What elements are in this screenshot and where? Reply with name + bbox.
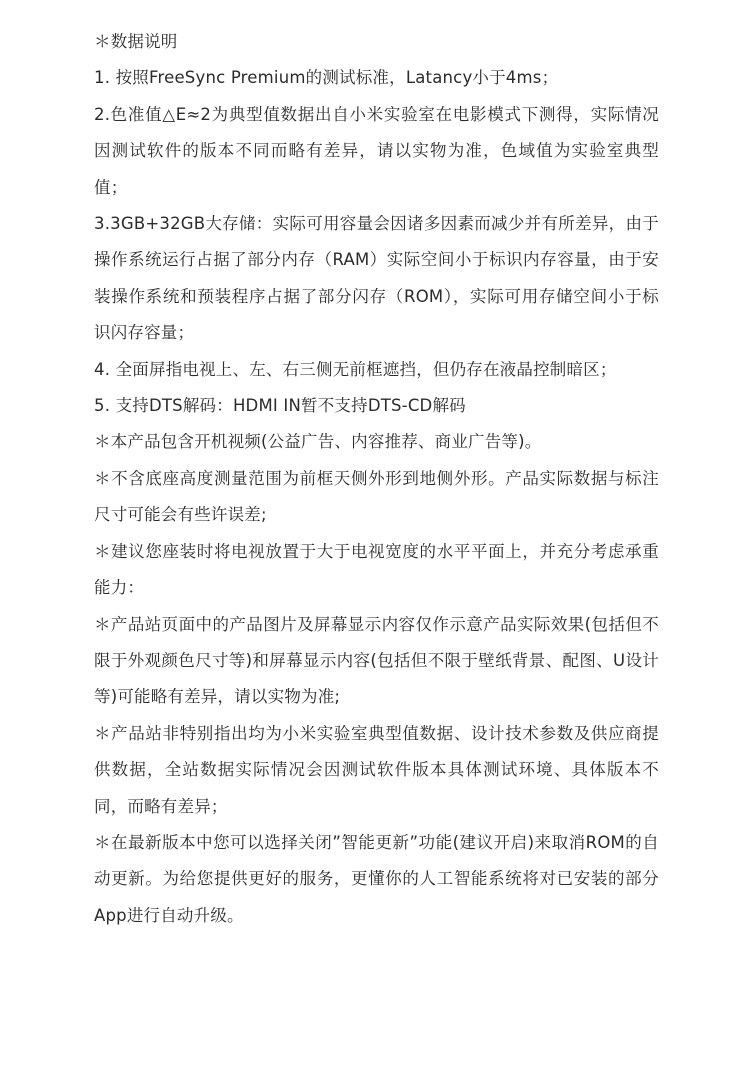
notes-heading: ＊数据说明 bbox=[94, 32, 178, 51]
note-dts: 5. 支持DTS解码：HDMI IN暂不支持DTS-CD解码 bbox=[94, 396, 466, 416]
note-storage: 3.3GB+32GB大存储：实际可用容量会因诸多因素而减少并有所差异，由于操作系统运行占据了部分内存（RAM）实际空间小于标识内存容量，由于安装操作系统和预装程序占据了部分闪存（ROM），实际可用存储空间小于标识闪存容量； bbox=[94, 214, 659, 343]
note-smart-update: ＊在最新版本中您可以选择关闭”智能更新”功能(建议开启)来取消ROM的自动更新。为给您提供更好的服务，更懂你的人工智能系统将对已安装的部分App进行自动升级。 bbox=[94, 832, 659, 925]
note-product-images: ＊产品站页面中的产品图片及屏幕显示内容仅作示意产品实际效果(包括但不限于外观颜色尺寸等)和屏幕显示内容(包括但不限于壁纸背景、配图、U设计等)可能略有差异，请以实物为准; bbox=[94, 614, 659, 707]
note-full-screen: 4. 全面屏指电视上、左、右三侧无前框遮挡，但仍存在液晶控制暗区； bbox=[94, 359, 617, 379]
note-installation: ＊建议您座装时将电视放置于大于电视宽度的水平平面上，并充分考虑承重能力： bbox=[94, 541, 659, 598]
note-color-accuracy: 2.色准值△E≈2为典型值数据出自小米实验室在电影模式下测得，实际情况因测试软件的版本不同而略有差异，请以实物为准，色域值为实验室典型值； bbox=[94, 104, 659, 197]
data-notes-document bbox=[94, 24, 659, 934]
note-dimensions: ＊不含底座高度测量范围为前框天侧外形到地侧外形。产品实际数据与标注尺寸可能会有些许误差; bbox=[94, 468, 659, 525]
note-boot-video: ＊本产品包含开机视频(公益广告、内容推荐、商业广告等)。 bbox=[94, 432, 542, 452]
note-lab-data: ＊产品站非特别指出均为小米实验室典型值数据、设计技术参数及供应商提供数据，全站数据实际情况会因测试软件版本具体测试环境、具体版本不同，而略有差异； bbox=[94, 723, 659, 816]
note-freesync: 1. 按照FreeSync Premium的测试标准，Latancy小于4ms； bbox=[94, 68, 559, 88]
